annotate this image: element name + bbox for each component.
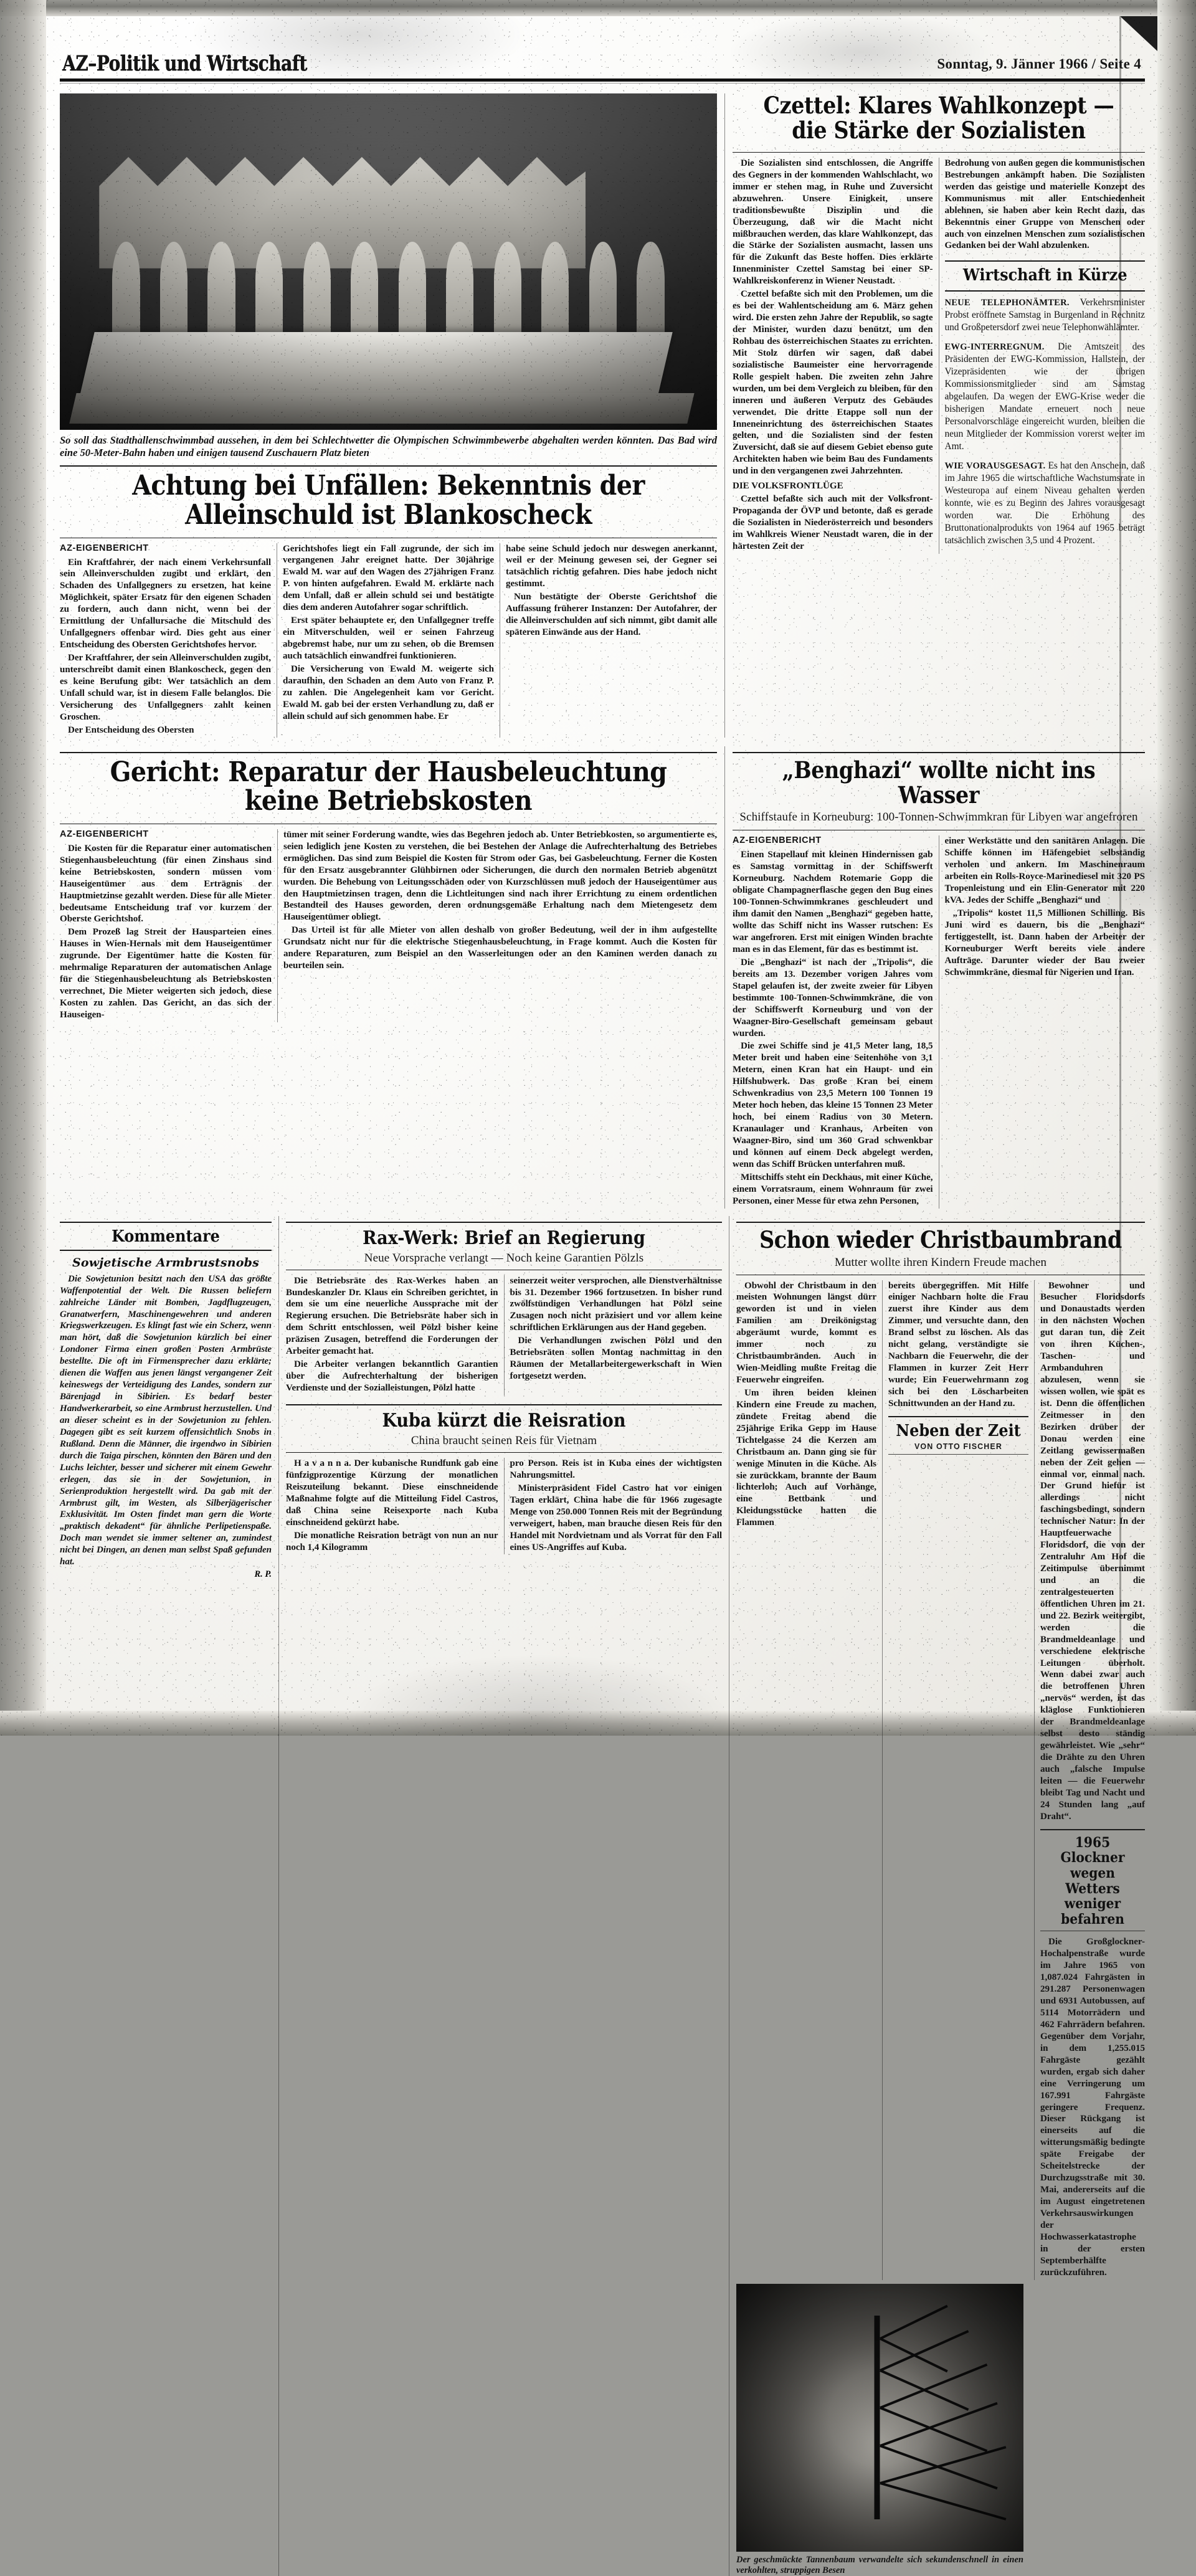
scan-edge-left [0,0,46,1736]
rax-col1: Die Betriebsräte des Rax-Werkes haben an Bundeskanzler Dr. Klaus ein Schreiben gerichtet, in dem sie um eine neuerliche Aussprache mit der Regierung ersuchen. Die Betriebsräte haber sich in dem Schritt entschlossen, weil Pölzl bisher keine präzisen Zusagen, betreffend die Forderungen der Arbeiter gemacht hat. Die Arbeiter verlangen bekanntlich Garantien über die Aufrechterhaltung der bisherigen Verdienste und der Sozialleistungen, Pölzl hatte [286,1275,498,1394]
masthead [60,44,1145,83]
gericht-col2: tümer mit seiner Forderung wandte, wies das Begehren jedoch ab. Unter Betriebkosten, so argumentierte es, seien lediglich jene Kosten zu verstehen, die bei Bestehen der Anlage die Aufrechterhaltung des Betriebes ermöglichen. Das sind zum Beispiel die Kosten für Strom oder Gas, bei Gasbeleuchtung. Ferner die Kosten für den Ersatz ausgebrannter Glühbirnen oder Sicherungen, die durch den normalen Betrieb abgenützt wurden. Die Behebung von Leitungsschäden oder von Kurzschlüssen muß jedoch der Hauseigentümer aus den Hauptmietzinsen tragen, denn die Lichtleitungen sind nach ihrer Errichtung zu einem ordentlichen Bestandteil des Hauses geworden, deren ordnungsgemäße Erhaltung nach dem Mietengesetz dem Hauseigentümer obliegt. Das Urteil ist für alle Mieter von allen deshalb von großer Bedeutung, weil der in ihm aufgestellte Grundsatz nicht nur für die elektrische Stiegenhausbeleuchtung, in Frage kommt. Auch die Kosten für andere Reparaturen, zum Beispiel an den Wasserleitungen oder an den Kaminen werden danach zu beurteilen sein. [283,829,717,971]
unfaelle-col2: Gerichtshofes liegt ein Fall zugrunde, der sich im vergangenen Jahr ereignet hatte. Der 30jährige Ewald M. war auf den Wagen des 27jährigen Franz P. von hinten aufgefahren. Ewald M. erklärte nach dem Unfall, daß er allein schuld sei und bestätigte dies dem anderen Autofahrer sogar schriftlich. Erst später behauptete er, den Unfallgegner treffe ein Mitverschulden, weil er seinen Fahrzeug abgebremst habe, nur um zu sehen, ob die Bremsen auch tatsächlich einwandfrei funktionieren. Die Versicherung von Ewald M. weigerte sich daraufhin, den Schaden an dem Auto von Franz P. zu zahlen. Die Angelegenheit kam vor Gericht. Ewald M. gab bei der ersten Verhandlung zu, daß er allein schuld auf sich genommen habe. Er [283,543,494,721]
christbaum-subhead: Mutter wollte ihren Kindern Freude machen [834,1255,1047,1269]
kommentare-section-title: Kommentare [112,1227,220,1246]
brief-item: EWG-INTERREGNUM. Die Amtszeit des Präsidenten der EWG-Kommission, Hallstein, der Vizepräsidenten wie der übrigen Kommissionsmitglieder sind am Samstag abgelaufen. Da wegen der EWG-Krise weder die bisherigen Mandate erneuert noch neue Personalvorschläge eingereicht wurden, bleiben die neun Mitglieder der Kommission vorerst weiter im Amt. [944,341,1145,452]
kuba-subhead: China braucht seinen Reis für Vietnam [411,1433,597,1447]
kuba-col1: H a v a n n a. Der kubanische Rundfunk gab eine fünfzigprozentige Kürzung der monatlichen Reiszuteilung bekannt. Diese einschneidende Maßnahme folgte auf die Mitteilung Fidel Castros, daß China seine Reisexporte nach Kuba einschneidend gekürzt habe. Die monatliche Reisration beträgt von nun an nur noch 1,4 Kilogramm [286,1458,498,1552]
neben-der-zeit-text: Bewohner und Besucher Floridsdorfs und Donaustadts werden in den nächsten Wochen gut daran tun, die Zeit von ihren Küchen-, Taschen- und Armbanduhren abzulesen, wenn sie wissen wollen, wie spät es ist. Denn die öffentlichen Zeitmesser in den Bezirken drüber der Donau werden eine Zeitlang gewissermaßen neben der Zeit gehen — einmal vor, einmal nach. Der Grund hiefür ist allerdings nicht faschingsbedingt, sondern technischer Natur: In der Hauptfeuerwache Floridsdorf, die von der Zentraluhr Am Hof die Zeitimpulse übernimmt und an die zentralgesteuerten öffentlichen Uhren im 21. und 22. Bezirk weitergibt, werden die Brandmeldeanlage und verschiedene elektrische Leitungen überholt. Wenn dabei zwar auch die betroffenen Uhren „nervös“ werden, ist das kläglose Funktionieren der Brandmeldeanlage selbst desto ständig gewährleistet. Wie „sehr“ die Drähte zu den Uhren auch „falsche Impulse leiten — die Feuerwehr bleibt Tag und Nacht und 24 Stunden lang „auf Draht“. [1040,1280,1145,1822]
christbaum-headline: Schon wieder Christbaumbrand [759,1225,1122,1253]
masthead-title: AZ–Politik und Wirtschaft [62,51,307,76]
brief-item: WIE VORAUSGESAGT. Es hat den Anschein, daß im Jahre 1965 die wirtschaftliche Wachstumsrate in Westeuropa auf einem Niveau gehalten werden konnte, wie es zu Beginn des Jahres vorausgesagt worden war. Die Erhöhung des Bruttonationalprodukts von 1964 auf 1965 beträgt tatsächlich zwischen 3,5 und 4 Prozent. [944,460,1145,546]
gericht-col1: Die Kosten für die Reparatur einer automatischen Stiegenhausbeleuchtung (für einen Zinshaus sind keine Betriebskosten, sondern müssen vom Hauseigentümer aus dem Erträgnis der Hauptmietzinse gezahlt werden. Diese für alle Mieter bedeutsame Entscheidung traf vor kurzem der Oberste Gerichtshof. Dem Prozeß lag Streit der Hausparteien eines Hauses in Wien-Hernals mit dem Hauseigentümer zugrunde. Der Eigentümer hatte die Kosten für mehrmalige Reparaturen der automatischen Anlage für die Stiegenhausbeleuchtung als Betriebskosten verrechnet, Die Mieter weigerten sich jedoch, diese Kosten zu zahlen. Das Gericht, an das sich der Hauseigen- [60,843,272,1020]
czettel-col2: Bedrohung von außen gegen die kommunistischen Bestrebungen ankämpft haben. Die Sozialisten werden das geistige und materielle Konzept des Kommunismus mit aller Entschiedenheit ablehnen, sie haben aber kein Recht dazu, das Bekenntnis einer Gruppe von Menschen oder auch von einzelnen Menschen zum sozialistischen Gedanken bei der Wahl abzulenken. [944,158,1145,251]
scan-edge-top [0,0,1196,16]
wirtschaft-kurz-title: Wirtschaft in Kürze [962,266,1127,285]
masthead-rule [60,78,1145,82]
christbaum-col2: bereits übergegriffen. Mit Hilfe einiger Nachbarn holte die Frau zuerst ihre Kinder aus dem Zimmer, und versuchte dann, den Brand selbst zu löschen. Als das nicht gelang, verständigte sie Nachbarn die Feuerwehr, die der Flammen in kurzer Zeit Herr wurde; Ein Feuerwehrmann zog sich bei den Löscharbeiten Schnittwunden an der Hand zu. [888,1280,1028,1409]
gericht-headline: Gericht: Reparatur der Hausbeleuchtung keine Betriebskosten [110,756,667,817]
rax-subhead: Neue Vorsprache verlangt — Noch keine Garantien Pölzls [364,1251,644,1265]
gericht-kicker: AZ-EIGENBERICHT [60,829,149,839]
rax-headline: Rax-Werk: Brief an Regierung [363,1227,645,1249]
unfaelle-col1: Ein Kraftfahrer, der nach einem Verkehrsunfall sein Alleinverschulden zugibt und erklärt, den Schaden des Unfallgegners zu ersetzen, hat keine Möglichkeit, später Ersatz für den eigenen Schaden zu fordern, auch dann nicht, wenn bei der Ermittlung der Unfallursache die Mitschuld des Unfallgegners offenbar wird. Dies geht aus einer Entscheidung des Obersten Gerichtshofes hervor. Der Kraftfahrer, der sein Alleinverschulden zugibt, unterschreibt damit einen Blankoscheck, gegen den es keine Berufung gibt: Wer tatsächlich an dem Unfall schuld war, ist in diesem Falle belanglos. Die Versicherung des Unfallgegners zahlt keinen Groschen. Der Entscheidung des Obersten [60,557,272,735]
masthead-date: Sonntag, 9. Jänner 1966 / Seite 4 [937,56,1141,72]
neben-der-zeit-title: Neben der Zeit [896,1421,1021,1440]
tree-photo-caption: Der geschmückte Tannenbaum verwandelte sich sekundenschnell in einen verkohlten, struppigen Besen [736,2554,1023,2575]
benghazi-headline: „Benghazi“ wollte nicht ins Wasser [782,756,1096,809]
brief-item: NEUE TELEPHONÄMTER. Verkehrsminister Probst eröffnete Samstag in Burgenland in Rechnitz und Großpetersdorf zwei neue Telephonwählämter. [944,297,1145,333]
unfaelle-col3: habe seine Schuld jedoch nur deswegen anerkannt, weil er der Meinung gewesen sei, der Gegner sei tatsächlich richtig gefahren. Dies habe jedoch nicht gestimmt. Nun bestätigte der Oberste Gerichtshof die Auffassung früherer Instanzen: Der Autofahrer, der die Alleinverschulden auf sich nimmt, gibt damit alle späteren Einwände aus der Hand. [506,543,717,638]
unfaelle-kicker: AZ-EIGENBERICHT [60,543,149,553]
kommentare-signature: R. P. [254,1569,272,1580]
kommentare-text: Die Sowjetunion besitzt nach den USA das größte Waffenpotential der Welt. Die Russen beliefern zahlreiche Länder mit Bomben, Jagdflugzeugen, Granatwerfern, Maschinengewehren und anderen Kriegswerkzeugen. Es klingt fast wie ein Scherz, wenn man hört, daß die Sowjetunion kürzlich bei einer Londoner Firma einen großen Posten Armbrüste bestellte. Die oft im Firmensprecher dazu erklärte; dienen die Waffen aus jenen längst vergangener Zeit keineswegs der Verteidigung des Landes, sondern zur Bärenjagd in Sibirien. Es bedarf bester Handwerkerarbeit, so eine Armbrust herzustellen. Und an dieser scheint es in der Sowjetunion zu fehlen. Dagegen gibt es seit kurzem offensichtlich Snobs in Rußland. Denn die Männer, die irgendwo in Sibirien durch die Taiga pirschen, könnten den Bären und den Luchs leichter, besser und sicherer mit einem Gewehr erlegen, das sie in der Sowjetunion, in Serienproduktion hergestellt wird. Da gab mit der Armbrust gilt, im Westen, als Silberjägerischer Exklusivität. Im Osten findet man gern die Worte „praktisch dekadent“ für ähnliche Perlipetienspaße. Doch man wendet sie immer seltener an, zumindest nicht bei Dingen, an denen man selbst Spaß gefunden hat. [60,1273,272,1567]
christbaum-col1: Obwohl der Christbaum in den meisten Wohnungen längst dürr geworden ist und in vielen Familien am Dreikönigstag abgeräumt wurde, kommt es immer noch zu Christbaumbränden. Auch in Wien-Meidling mußte Freitag die Feuerwehr eingreifen. Um ihren beiden kleinen Kindern eine Freude zu machen, zündete Freitag abend die 25jährige Erika Gepp im Hause Tichtelgasse 24 die Kerzen am Christbaum an. Dann ging sie für wenige Minuten in die Küche. Als sie zurückkam, brannte der Baum lichterloh; Auch auf Vorhänge, eine Bettbank und Kleidungsstücke hatten die Flammen [736,1280,876,1528]
benghazi-kicker: AZ-EIGENBERICHT [733,835,822,846]
unfaelle-headline: Achtung bei Unfällen: Bekenntnis der Alleinschuld ist Blankoscheck [132,470,645,531]
neben-der-zeit-byline: VON OTTO FISCHER [914,1442,1002,1451]
czettel-col1: Die Sozialisten sind entschlossen, die Angriffe des Gegners in der kommenden Wahlschlacht, wo immer er stehen mag, in Ruhe und Zuversicht abzuwehren. Unsere Einigkeit, unsere traditionsbewußte Disziplin und die Überzeugung, daß wir die Macht nicht mißbrauchen werden, das klare Wahlkonzept, das die Stärke der Sozialisten ausmacht, lassen uns für die Zukunft das Beste hoffen. Dies erklärte Innenminister Czettel Samstag bei einer SP-Wahlkreiskonferenz in Wiener Neustadt. Czettel befaßte sich mit den Problemen, um die es bei der Wahlentscheidung am 6. März gehen wird. Die ersten zehn Jahre der Republik, so sagte der Minister, wurden dazu benützt, um den Rohbau des österreichischen Staates zu errichten. Mit Stolz dürfen wir sagen, daß dabei sozialistische Baumeister eine hervorragende Rolle gespielt haben. Die zweiten zehn Jahre wurden, um bei dem Vergleich zu bleiben, für den inneren und äußeren Verputz des Gebäudes verwendet. Die dritte Etappe soll nun der Inneneinrichtung des österreichischen Staates gelten, und die Sozialisten sind der festen Zuversicht, daß sie auf diesem Gebiet ebenso gute Architekten haben wie beim Bau des Fundaments und in den vergangenen zwei Jahrzehnten. DIE VOLKSFRONTLÜGE Czettel befaßte sich auch mit der Volksfront-Propaganda der ÖVP und betonte, daß es gerade die Sozialisten in Niederösterreich und besonders im Wahlkreis Wiener Neustadt waren, die in der härtesten Zeit der [733,158,933,551]
czettel-headline: Czettel: Klares Wahlkonzept — die Stärke der Sozialisten [763,92,1114,144]
kuba-headline: Kuba kürzt die Reisration [382,1409,626,1432]
scan-edge-right [1157,0,1196,1736]
pool-photo-caption: So soll das Stadthallenschwimmbad aussehen, in dem bei Schlechtwetter die Olympischen Schwimmbewerbe abgehalten werden könnten. Das Bad wird eine 50-Meter-Bahn haben und einigen tausend Zuschauern Platz bieten [60,434,717,459]
photo-vignette [736,2284,1023,2552]
burnt-tree-photo [736,2284,1023,2552]
wirtschaft-kurz-list [945,297,1146,547]
benghazi-subhead: Schiffstaufe in Korneuburg: 100-Tonnen-Schwimmkran für Libyen war angefroren [739,810,1138,824]
kuba-col2: pro Person. Reis ist in Kuba eines der wichtigsten Nahrungsmittel. Ministerpräsident Fidel Castro hat vor einigen Tagen erklärt, China habe die für 1966 zugesagte Menge von 250.000 Tonnen Reis mit der Begründung verweigert, haben, man brauche diesen Reis für den Handel mit Nordvietnam und als Vorrat für den Fall eines US-Angriffes auf Kuba. [510,1458,722,1552]
rax-col2: seinerzeit weiter versprochen, alle Dienstverhältnisse bis 31. Dezember 1966 fortzusetzen. In bisher rund zwölfstündigen Verhandlungen hat Pölzl seine Zusagen noch nicht präzisiert und vor allem keine schriftlichen Erklärungen aus der Hand gegeben. Die Verhandlungen zwischen Pölzl und den Betriebsräten sollen Montag nachmittag in den Räumen der Metallarbeitergewerkschaft in Wien fortgesetzt werden. [510,1275,722,1382]
benghazi-col2: einer Werkstätte und den sanitären Anlagen. Die Schiffe können im Häfengebiet selbständig verholen und ankern. Im Maschinenraum arbeiten ein Rolls-Royce-Marinediesel mit 320 PS Tropenleistung und ein Elin-Generator mit 220 kVA. Jedes der Schiffe „Benghazi“ und „Tripolis“ kostet 11,5 Millionen Schilling. Bis Juni wird es dauern, bis die „Benghazi“ fertiggestellt, ist. Dann haben der Arbeiter der Korneuburger Werft bereits viele andere Aufträge. Darunter wieder der Bau zweier Schwimmkräne, diesmal für Nigerien und Iran. [944,836,1145,977]
kommentare-headline: Sowjetische Armbrustsnobs [72,1255,260,1270]
photo-vignette [60,93,717,430]
glockner-headline: 1965 Glockner wegen Wetters weniger befahren [1060,1834,1125,1927]
pool-rendering-photo [60,93,717,430]
newspaper-page [60,44,1145,2575]
glockner-text: Die Großglockner-Hochalpenstraße wurde im Jahre 1965 von 1,087.024 Fahrgästen in 291.287 Personenwagen und 6931 Autobussen, auf 5114 Motorrädern und 462 Fahrrädern befahren. Gegenüber dem Vorjahr, in dem 1,255.015 Fahrgäste gezählt wurden, ergab sich daher eine Verringerung um 167.991 Fahrgäste geringere Frequenz. Dieser Rückgang ist einerseits auf die witterungsmäßig bedingte späte Freigabe der Scheitelstrecke der Durchzugsstraße mit 30. Mai, andererseits auf die im August eingetretenen Verkehrsauswirkungen der Hochwasserkatastrophe in der ersten Septemberhälfte zurückzuführen. [1040,1937,1145,2278]
benghazi-col1: Einen Stapellauf mit kleinen Hindernissen gab es Samstag vormittag in der Schiffswerft Korneuburg. Nachdem Rotemarie Gopp die obligate Champagnerflasche gegen den Bug eines 100-Tonnen-Schwimmkranes geschleudert und ihm damit den Namen „Benghazi“ gegeben hatte, wollte das Schiff nicht ins Wasser rutschen: Es war angefroren. Erst mit einigen Winden brachte man es in das Element, für das es bestimmt ist. Die „Benghazi“ ist nach der „Tripolis“, die bereits am 13. Dezember vorigen Jahres vom Stapel gelaufen ist, der zweite zweier für Libyen bestimmte 100-Tonnen-Schwimmkräne, die von der Schiffswerft Korneuburg und von der Waagner-Biro-Gesellschaft gemeinsam gebaut wurden. Die zwei Schiffe sind je 41,5 Meter lang, 18,5 Meter breit und haben eine Seitenhöhe von 3,1 Metern, einen Kran hat ein Haupt- und ein Hilfshubwerk. Das große Kran bei einem Schwenkradius von 23,5 Metern 100 Tonnen 19 Meter hoch heben, das kleine 15 Tonnen 23 Meter hoch, bei einem Radius von 30 Metern. Kranaulager und Kranhaus, Arbeiten von Waagner-Biro, sind um 360 Grad schwenkbar und können auf einem Deck abgelegt werden, wenn das Schiff Brücken unterfahren muß. Mittschiffs steht ein Deckhaus, mit einer Küche, einem Vorratsraum, einem Wohnraum für zwei Personen, einer Messe für etwa zehn Personen, [733,850,933,1206]
